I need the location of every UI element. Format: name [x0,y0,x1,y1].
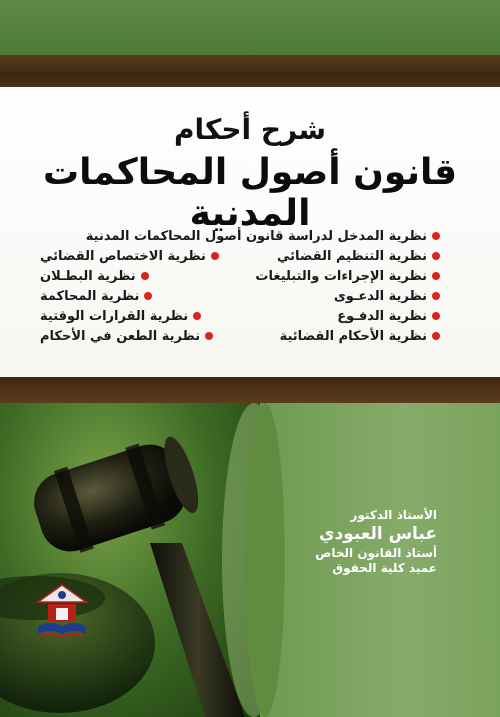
author-position-2: عميد كلية الحقوق [332,561,437,575]
topic-row [40,286,440,306]
topic-item: نظرية الطعن في الأحكام [40,329,213,344]
author-title: الأستاذ الدكتور [350,508,437,522]
top-green-band [0,0,500,55]
bullet-icon [432,232,440,240]
title-line-1: شرح أحكام [174,113,326,146]
title-line-2: قانون أصول المحاكمات المدنية [42,152,458,234]
bullet-icon [193,312,201,320]
bullet-icon [432,292,440,300]
decorative-arc [245,403,285,717]
topic-item: نظرية الإجراءات والتبليغات [255,269,440,284]
bullet-icon [432,272,440,280]
topic-item: نظرية القرارات الوقتية [40,309,201,324]
author-name: عباس العبودي [318,524,437,544]
topic-row [40,306,440,326]
topic-item: نظرية الاختصاص القضائي [40,249,219,264]
topic-item: نظرية الدعـوى [334,289,440,304]
bottom-brown-stripe [0,377,500,403]
publisher-logo [34,582,90,642]
bullet-icon [205,332,213,340]
gavel-image [0,403,260,717]
topic-item: نظرية الأحكام القضائية [280,329,440,344]
topic-row [40,246,440,266]
topic-row [40,266,440,286]
bullet-icon [141,272,149,280]
bullet-icon [432,312,440,320]
gavel-icon [0,403,260,717]
topic-item: نظرية الدفـوع [337,309,440,324]
bullet-icon [432,332,440,340]
topic-row [40,326,440,346]
top-brown-stripe [0,55,500,87]
bullet-icon [432,252,440,260]
topic-item: نظرية المحاكمة [40,289,152,304]
author-block [315,508,437,575]
bullet-icon [144,292,152,300]
author-position: أستاذ القانون الخاص [315,546,437,560]
topic-item: نظرية البطـلان [40,269,149,284]
topic-row [40,226,440,246]
topics-list [40,226,440,346]
bullet-icon [211,252,219,260]
publisher-logo-icon [34,582,90,642]
topic-item: نظرية التنظيم القضائي [277,249,440,264]
topic-item: نظرية المدخل لدراسة قانون أصول المحاكمات المدنية [86,229,440,244]
